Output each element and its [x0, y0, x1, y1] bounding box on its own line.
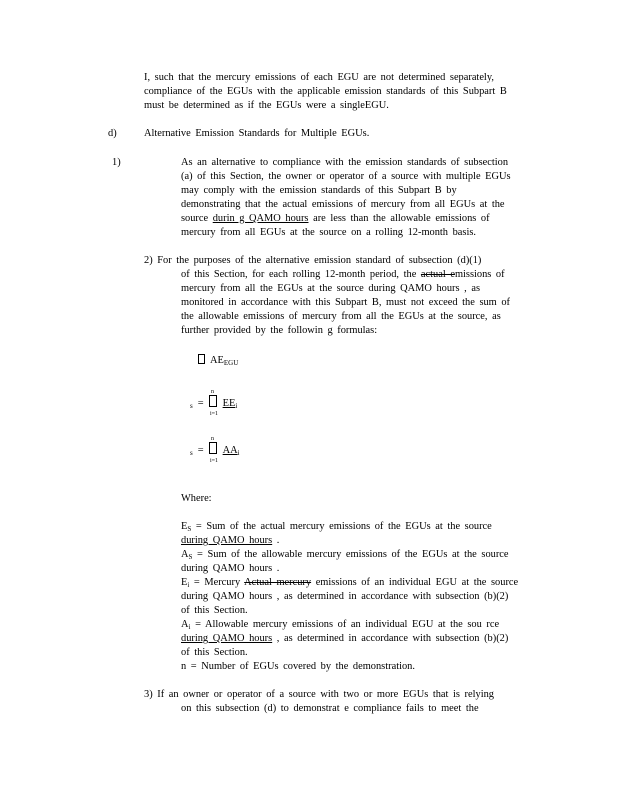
formula-1: $AE_{EGU}$	[198, 354, 238, 369]
formula-2-lower-limit: i=1	[210, 411, 219, 417]
section-d-marker: d)	[108, 128, 117, 139]
intro-line-3: must be determined as if the EGUs were a singleEGU.	[144, 100, 389, 111]
def-ai-line-3: of this Section.	[181, 647, 248, 658]
def-as: $A_S$ = Sum of the allowable mercury emissions of the EGUs at the source	[181, 549, 509, 561]
where-label: Where:	[181, 493, 212, 504]
item-1-line-3: may comply with the emission standards of this Subpart B by	[181, 185, 457, 196]
formula-2-upper-limit: n	[211, 389, 214, 395]
item-2-line-5: the allowable emissions of mercury from all the EGUs at the source, as	[181, 311, 501, 322]
item-3-line-2: on this subsection (d) to demonstrat e compliance fails to meet the	[181, 703, 479, 714]
item-2-line-3: mercury from all the EGUs at the source during QAMO hours , as	[181, 283, 480, 294]
item-1-line-1: As an alternative to compliance with the emission standards of subsection	[181, 157, 509, 168]
underlined-insertion: durin g QAMO hours	[212, 213, 309, 224]
formula-3-lower-limit: i=1	[210, 458, 219, 464]
def-n: n = Number of EGUs covered by the demonstration.	[181, 661, 415, 672]
intro-line-1: I, such that the mercury emissions of each EGU are not determined separately,	[144, 72, 494, 83]
def-ei-line-2: during QAMO hours , as determined in accordance with subsection (b)(2)	[181, 591, 509, 602]
formula-3-upper-limit: n	[211, 436, 214, 442]
item-1-line-6: mercury from all EGUs at the source on a rolling 12-month basis.	[181, 227, 476, 238]
item-1-line-5: source durin g QAMO hours are less than the allowable emissions of	[181, 213, 490, 224]
item-1-marker: 1)	[112, 157, 121, 168]
item-1-line-4: demonstrating that the actual emissions of mercury from all EGUs at the	[181, 199, 505, 210]
summation-icon	[209, 442, 217, 454]
def-as-line-2: during QAMO hours .	[181, 563, 280, 574]
def-ei-line-3: of this Section.	[181, 605, 248, 616]
item-2-line-1: 2) For the purposes of the alternative emission standard of subsection (d)(1)	[144, 255, 482, 266]
summation-icon	[209, 395, 217, 407]
def-ei: $E_i$ = Mercury Actual mercury emissions of an individual EGU at the source	[181, 577, 519, 589]
item-2-line-4: monitored in accordance with this Subpart B, must not exceed the sum of	[181, 297, 511, 308]
item-2-line-2: of this Section, for each rolling 12-month period, the actual emissions of	[181, 269, 505, 280]
section-d-title: Alternative Emission Standards for Multiple EGUs.	[144, 128, 370, 139]
struck-text: Actual mercury	[244, 577, 312, 588]
def-ai-line-2: during QAMO hours , as determined in accordance with subsection (b)(2)	[181, 633, 509, 644]
def-es: $E_S$ = Sum of the actual mercury emissions of the EGUs at the source	[181, 521, 492, 533]
formula-2: $_s = EE_i$	[190, 395, 237, 412]
item-2-line-6: further provided by the followin g formulas:	[181, 325, 378, 336]
item-3-line-1: 3) If an owner or operator of a source with two or more EGUs that is relying	[144, 689, 494, 700]
item-1-line-2: (a) of this Section, the owner or operator of a source with multiple EGUs	[181, 171, 511, 182]
def-ai: $A_i$ = Allowable mercury emissions of an individual EGU at the sou rce	[181, 619, 500, 631]
symbol-box-icon	[198, 354, 205, 364]
struck-text: actual e	[420, 269, 455, 280]
formula-3: $_s = AA_i$	[190, 442, 240, 459]
intro-line-2: compliance of the EGUs with the applicable emission standards of this Subpart B	[144, 86, 507, 97]
def-es-line-2: during QAMO hours .	[181, 535, 280, 546]
